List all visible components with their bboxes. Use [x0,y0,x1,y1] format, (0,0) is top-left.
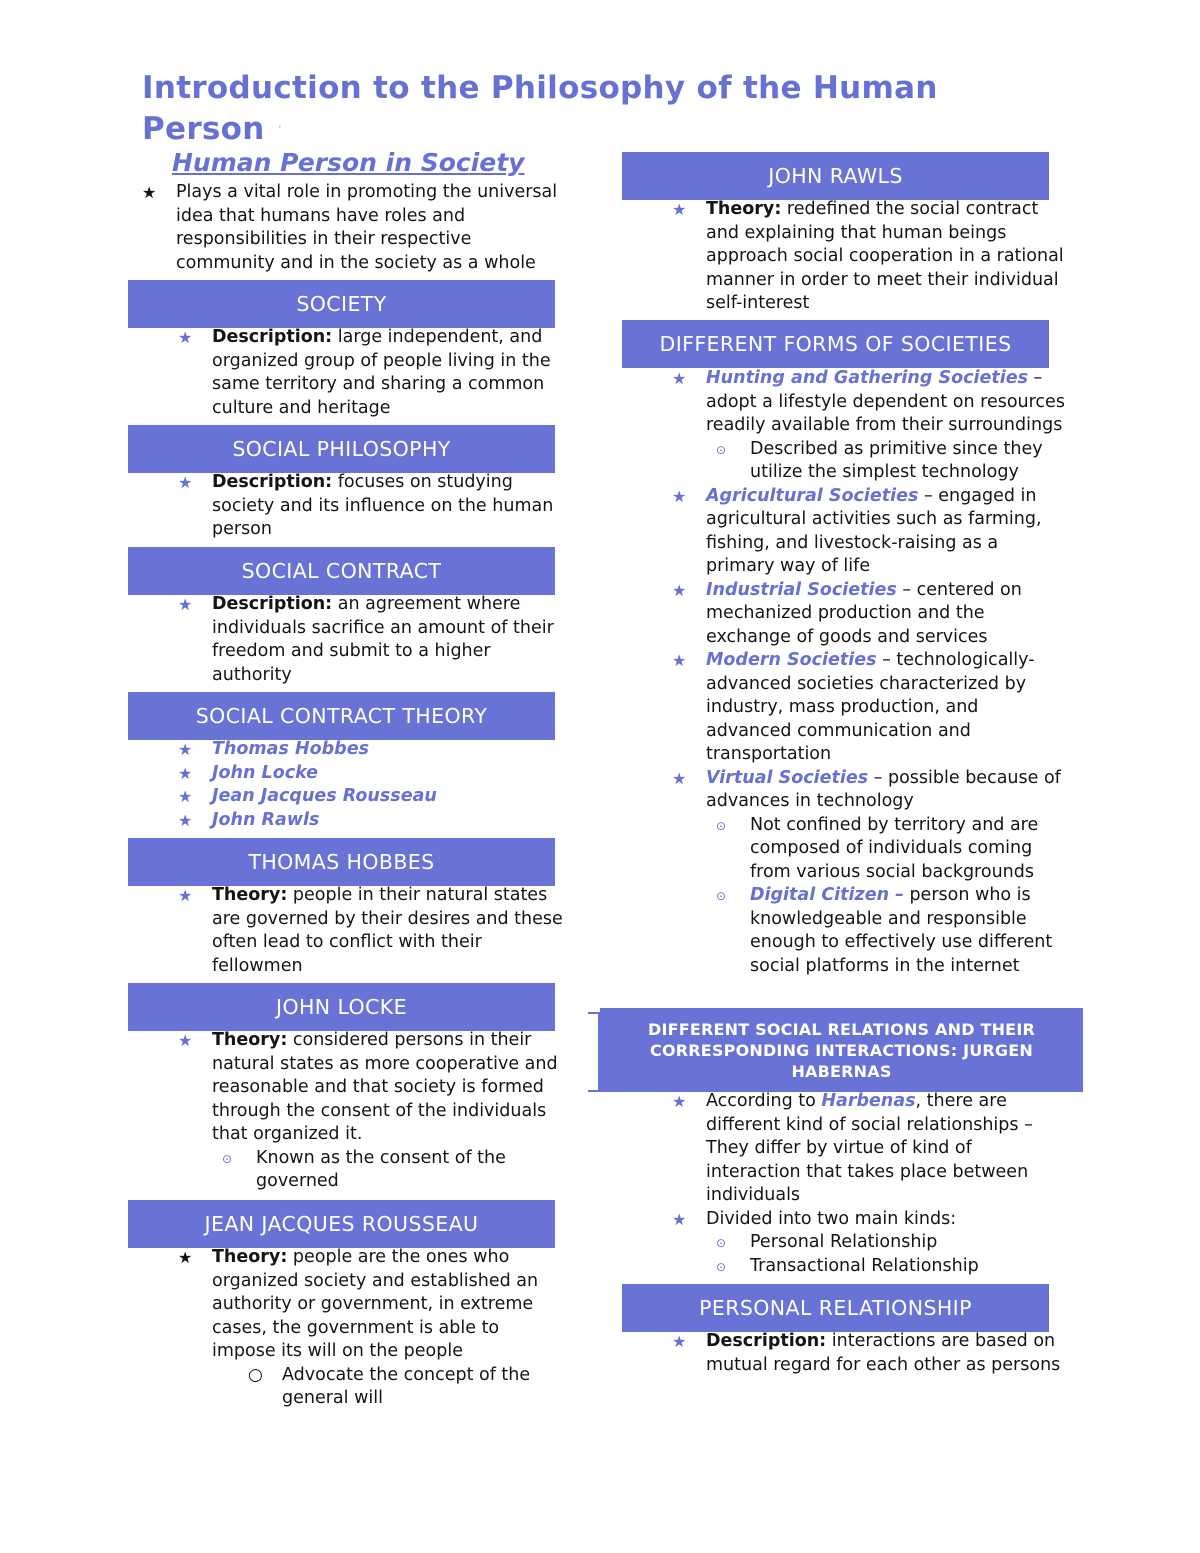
society-type-name: Modern Societies [706,650,877,670]
list-item [142,181,572,275]
description-label: Description: [212,594,333,614]
society-type-text: – technologically-advanced societies characterized by industry, mass production, and advanced communication and transportation [706,650,1035,764]
sub-list-item [716,1231,1060,1255]
forms-block [672,367,1067,978]
intro-block [142,181,572,275]
description-text: an agreement where individuals sacrifice an amount of their freedom and submit to a higher authority [212,594,554,685]
sub-list-item [716,438,1060,485]
society-type-text: – possible because of advances in technology [706,767,1061,811]
description-label: Description: [706,1331,827,1351]
list-item [178,884,568,978]
star-icon: ★ [178,473,193,492]
theory-label: Theory: [706,199,782,219]
sub-list-item [222,1147,526,1194]
tiny-mark: ' [278,125,282,135]
social-philosophy-heading: SOCIAL PHILOSOPHY [128,425,555,473]
sub-text: Known as the consent of the governed [256,1147,506,1191]
sub-text: Advocate the concept of the general will [282,1364,531,1408]
intro-text: Plays a vital role in promoting the universal idea that humans have roles and responsibilities in their respective community and in the society as a whole [176,182,558,273]
star-icon: ★ [178,1031,193,1050]
digital-citizen-term: Digital Citizen – [750,885,904,905]
star-icon: ★ [178,763,193,783]
society-block [178,326,568,420]
society-type-name: Industrial Societies [706,579,897,600]
sub-text: person who is knowledgeable and responsible enough to effectively use different social platforms in the internet [750,885,1053,976]
list-item [178,809,568,833]
title-text: Introduction to the Philosophy of the Human Person [142,70,938,147]
star-icon: ★ [142,183,157,202]
theory-label: Theory: [212,1247,288,1267]
star-icon: ★ [178,787,193,806]
theory-label: Theory: [212,1030,288,1050]
list-item [672,198,1067,316]
theorist-name: John Rawls [212,809,320,830]
description-text: focuses on studying society and its influence on the human person [212,472,554,539]
rousseau-heading: JEAN JACQUES ROUSSEAU [128,1200,555,1248]
society-type-text: – centered on mechanized production and the exchange of goods and services [706,579,1022,647]
relations-heading: DIFFERENT SOCIAL RELATIONS AND THEIR CORRESPONDING INTERACTIONS: JURGEN HABERNAS [600,1008,1083,1092]
list-item [672,485,1067,579]
document-title [142,68,962,151]
description-text: large independent, and organized group of people living in the same territory and sharing a common culture and heritage [212,327,551,418]
hobbes-block [178,884,568,978]
social-contract-block [178,593,568,687]
circle-icon: ○ [248,1364,263,1385]
section-subtitle: Human Person in Society [172,148,525,177]
description-label: Description: [212,327,333,347]
star-icon: ★ [672,1092,687,1111]
theory-text: people are the ones who organized society and established an authority or government, in extreme cases, the government is able to impose its will on the people [212,1247,539,1361]
arrow-bullet-icon: ⊙ [716,889,727,903]
sub-text: Transactional Relationship [750,1255,979,1276]
theory-text: people in their natural states are governed by their desires and these often lead to conflict with their fellowmen [212,885,563,976]
sub-list-item [716,1255,1060,1279]
theory-label: Theory: [212,885,288,905]
description-text: interactions are based on mutual regard for each other as persons [706,1331,1061,1375]
star-icon: ★ [178,810,193,830]
list-item [672,1208,1067,1232]
sub-text: Personal Relationship [750,1232,938,1252]
arrow-bullet-icon: ⊙ [716,442,727,457]
rawls-block [672,198,1067,316]
star-icon: ★ [178,1248,193,1267]
star-icon: ★ [672,768,687,788]
hobbes-heading: THOMAS HOBBES [128,838,555,886]
sub-list-item [716,884,1060,978]
social-philosophy-block [178,471,568,542]
arrow-bullet-icon: ⊙ [222,1151,233,1166]
society-type-text: – engaged in agricultural activities such as farming, fishing, and livestock-raising as a primary way of life [706,485,1042,576]
list-item [672,367,1067,438]
society-type-name: Virtual Societies [706,767,869,788]
star-icon: ★ [178,740,193,759]
locke-block [178,1029,568,1194]
theorist-name: Thomas Hobbes [212,739,369,759]
list-item [178,762,568,786]
list-item [178,471,568,542]
list-item [672,579,1067,650]
theorist-name: Jean Jacques Rousseau [212,786,437,806]
star-icon: ★ [672,1332,687,1351]
list-item [672,649,1067,767]
social-contract-theory-block [178,738,568,832]
list-item [178,1029,568,1147]
list-item [178,593,568,687]
theory-text: redefined the social contract and explaining that human beings approach social cooperation in a rational manner in order to meet their individual self-interest [706,199,1064,313]
relations-text: According to [706,1091,822,1111]
forms-heading: DIFFERENT FORMS OF SOCIETIES [622,320,1049,368]
sub-text: Described as primitive since they utilize the simplest technology [750,438,1043,482]
social-contract-heading: SOCIAL CONTRACT [128,547,555,595]
star-icon: ★ [672,369,687,388]
list-item [672,1090,1067,1208]
star-icon: ★ [672,1209,687,1229]
society-type-name: Agricultural Societies [706,485,919,506]
description-label: Description: [212,472,333,492]
arrow-bullet-icon: ⊙ [716,1259,727,1274]
theory-text: considered persons in their natural states as more cooperative and reasonable and that society is formed through the consent of the individuals that organized it. [212,1030,558,1144]
rawls-heading: JOHN RAWLS [622,152,1049,200]
personal-block [672,1330,1067,1377]
society-type-name: Hunting and Gathering Societies [706,368,1028,388]
star-icon: ★ [672,200,687,219]
star-icon: ★ [672,486,687,506]
heading-bracket [588,1012,600,1092]
star-icon: ★ [178,595,193,614]
locke-heading: JOHN LOCKE [128,983,555,1031]
list-item [178,1246,568,1364]
star-icon: ★ [672,651,687,670]
list-item [672,1330,1067,1377]
arrow-bullet-icon: ⊙ [716,818,727,833]
rousseau-block [178,1246,568,1411]
list-item [672,767,1067,814]
star-icon: ★ [178,886,193,905]
sub-text: Not confined by territory and are composed of individuals coming from various social backgrounds [750,814,1039,882]
list-item [178,326,568,420]
relations-text: Divided into two main kinds: [706,1208,957,1229]
relations-text: , there are different kind of social relationships – They differ by virtue of kind of interaction that takes place between individuals [706,1091,1033,1205]
list-item [178,785,568,809]
star-icon: ★ [178,328,193,347]
society-type-text: – adopt a lifestyle dependent on resources readily available from their surroundings [706,368,1065,435]
theorist-name: John Locke [212,762,318,783]
relations-block [672,1090,1067,1278]
theorist-name: Harbenas [821,1091,916,1111]
personal-heading: PERSONAL RELATIONSHIP [622,1284,1049,1332]
arrow-bullet-icon: ⊙ [716,1236,727,1250]
social-contract-theory-heading: SOCIAL CONTRACT THEORY [128,692,555,740]
sub-list-item [248,1364,542,1411]
sub-list-item [716,814,1060,885]
list-item [178,738,568,762]
society-heading: SOCIETY [128,280,555,328]
star-icon: ★ [672,580,687,600]
